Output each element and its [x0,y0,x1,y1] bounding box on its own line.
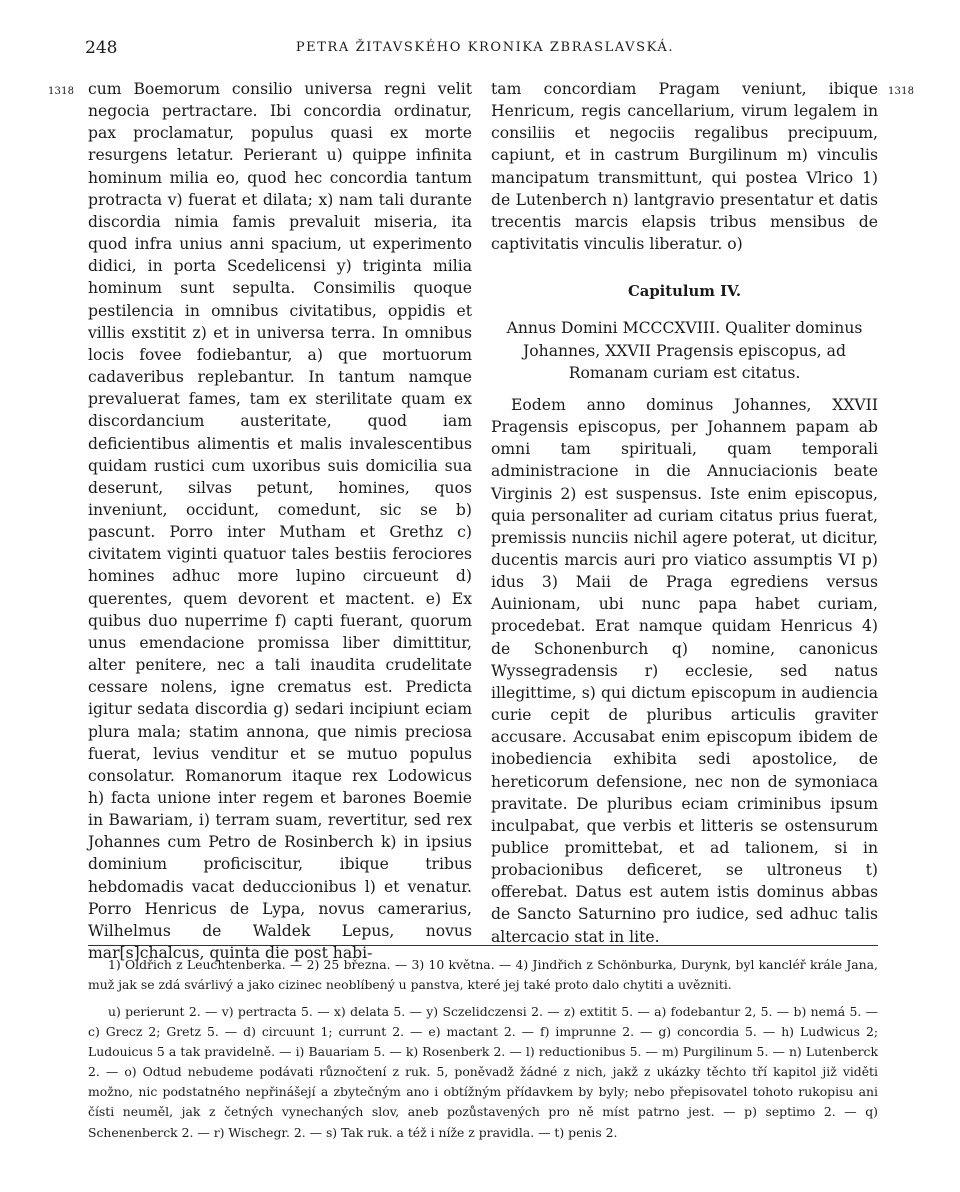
textual-apparatus-text: u) perierunt 2. — v) pertracta 5. — x) delata 5. — y) Sczelidczensi 2. — z) extitit 5. — a) fodebantur 2, 5. — b) nemá 5. — c) Grecz 2; Gretz 5. — d) circuunt 1; currunt 2. — e) mactant 2. — f) imprunne 2. — g) concordia 5. — h) Ludwicus 2; Ludouicus 5 a tak pravidelně. — i) Bauariam 5. — k) Rosenberk 2. — l) reductionibus 5. — m) Purgilinum 5. — n) Lutenberck 2. — o) Odtud nebudeme podávati různočtení z ruk. 5, poněvadž žádné z nich, jakž z ukázky těchto tří kapitol již viděti možno, nic podstatného nepřinášejí a zbytečným ano i obtížným přídavkem by byly; nebo přepisovatel tohoto rukopisu ani čísti neuměl, jak z četných vynechaných slov, aneb pozůstavených pro ně míst patrno jest. — p) septimo 2. — q) Schenenberck 2. — r) Wischegr. 2. — s) Tak ruk. a též i níže z pravidla. — t) penis 2. [88,1004,878,1140]
footnote-divider [88,945,878,946]
running-header [85,38,885,62]
margin-year-right: 1318 [888,86,915,97]
chapter-body-paragraph: Eodem anno dominus Johannes, XXVII Pragensis episcopus, per Johannem papam ab omni tam spirituali, quam temporali administracione in die Annuciacionis beate Virginis 2) est suspensus. Iste enim episcopus, quia personaliter ad curiam citatus prius fuerat, premissis nunciis nichil agere poterat, ut dicitur, ducentis marcis auri pro viatico assumptis VI p) idus 3) Maii de Praga egrediens versus Auinionam, ubi nunc papa habet curiam, procedebat. Erat namque quidam Henricus 4) de Schonenburch q) nomine, canonicus Wyssegradensis r) ecclesie, sed natus illegittime, s) qui dictum episcopum in audiencia curie cepit de pluribus articulis graviter accusare. Accusabat enim episcopum ibidem de inobediencia exhibita sedi apostolice, de hereticorum defensione, nec non de symoniaca pravitate. De pluribus eciam criminibus ipsum inculpabat, que verbis et litteris se ostensurum publice promittebat, et ad talionem, si in probacionibus deficeret, se ultroneus t) offerebat. Datus est autem istis dominus abbas de Sancto Saturnino pro iudice, sed adhuc talis altercacio stat in lite. [491,395,878,946]
running-title: PETRA ŽITAVSKÉHO KRONIKA ZBRASLAVSKÁ. [295,40,675,55]
left-column [88,78,472,964]
page-number: 248 [85,38,118,58]
chapter-heading: Annus Domini MCCCXVIII. Qualiter dominus Johannes, XXVII Pragensis episcopus, ad Romanam curiam est citatus. [506,319,863,382]
margin-year-left: 1318 [48,86,75,97]
right-column [491,78,878,948]
historical-footnotes [88,955,878,995]
textual-apparatus [88,1002,878,1143]
left-column-paragraph: cum Boemorum consilio universa regni velit negocia pertractare. Ibi concordia ordinatur, pax proclamatur, populus quasi ex morte resurgens letatur. Perierant u) quippe infinita hominum milia eo, quod hec concordia tantum protracta v) fuerat et dilata; x) nam tali durante discordia nimia famis prevaluit miseria, ita quod infra unius anni spacium, ut experimento didici, in porta Scedelicensi y) triginta milia hominum sunt sepulta. Consimilis quoque pestilencia in omnibus civitatibus, oppidis et villis exstitit z) et in universa terra. In omnibus locis fovee fodiebantur, a) que mortuorum cadaveribus replebantur. In tantum namque prevaluerat fames, tam ex sterilitate quam ex discordancium austeritate, quod iam deficientibus alimentis et malis invalescentibus quidam rustici cum uxoribus suis domicilia sua deserunt, silvas petunt, homines, quos inveniunt, occidunt, comedunt, sic se b) pascunt. Porro inter Mutham et Grethz c) civitatem viginti quatuor tales bestiis ferociores homines adhuc more lupino circueunt d) querentes, quem devorent et mactent. e) Ex quibus duo nuperrime f) capti fuerant, quorum unus emendacione promissa liber dimittitur, alter penitere, nec a tali inaudita crudelitate cessare nolens, igne crematus est. Predicta igitur sedata discordia g) sedari incipiunt eciam plura mala; statim annona, que nimis preciosa fuerat, levius venditur et se mutuo populus consolatur. Romanorum itaque rex Lodowicus h) facta unione inter regem et barones Boemie in Bawariam, i) terram suam, revertitur, sed rex Johannes cum Petro de Rosinberch k) in ipsius dominium proficiscitur, ibique tribus hebdomadis vacat deduccionibus l) et venatur. Porro Henricus de Lypa, novus camerarius, Wilhelmus de Waldek Lepus, novus mar[s]chalcus, quinta die post habi- [88,80,472,963]
right-column-paragraph: tam concordiam Pragam veniunt, ibique Henricum, regis cancellarium, virum legalem in consiliis et negociis regalibus precipuum, capiunt, et in castrum Burgilinum m) vinculis mancipatum transmittunt, qui postea Vlrico 1) de Lutenberch n) lantgravio presentatur et datis trecentis marcis elapsis tribus mensibus de captivitatis vinculis liberatur. o) [491,80,878,254]
historical-footnote-text: 1) Oldřich z Leuchtenberka. — 2) 25 března. — 3) 10 května. — 4) Jindřich z Schönburka, Durynk, byl kancléř krále Jana, muž jak se zdá svárlivý a jako cizinec neoblíbený u panstva, které jej také proto dalo chytiti a uvězniti. [88,957,878,993]
chapter-title: Capitulum IV. [627,283,742,301]
